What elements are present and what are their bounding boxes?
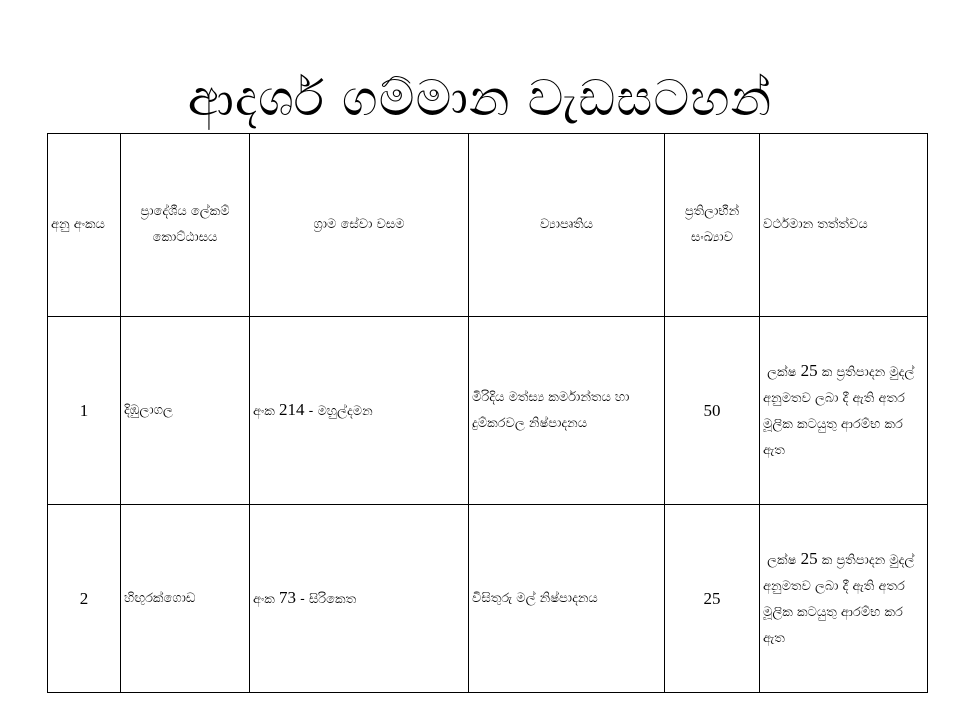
cell-project: විසිතුරු මල් නිෂ්පාදනය — [469, 505, 665, 693]
projects-table — [47, 133, 928, 693]
status-text: ක ප්‍රතිපාදන මුදල් අනුමතව ලබා දී ඇති අතර මූලික කටයුතු ආරම්භ කර ඇත — [763, 364, 915, 458]
gn-number: 73 — [279, 587, 296, 607]
cell-grama-niladhari-division — [250, 317, 469, 505]
header-project: ව්‍යාපෘතිය — [469, 134, 665, 317]
status-amount: 25 — [800, 548, 818, 568]
cell-serial-number: 2 — [48, 505, 121, 693]
gn-prefix: අංක — [253, 591, 279, 607]
header-current-status: වර්ථමාන තත්ත්වය — [760, 134, 928, 317]
cell-project: මිරිදිය මත්ස්‍ය කර්මාන්තය හා දුම්කරවල නිෂ්පාදනය — [469, 317, 665, 505]
status-prefix: ලක්ෂ — [767, 364, 801, 380]
gn-name: - සිරිකෙත — [296, 591, 357, 607]
cell-serial-number: 1 — [48, 317, 121, 505]
gn-number: 214 — [279, 399, 305, 419]
cell-grama-niladhari-division — [250, 505, 469, 693]
header-beneficiaries: ප්‍රතිලාභීන් සංඛ්‍යාව — [665, 134, 760, 317]
cell-beneficiaries: 50 — [665, 317, 760, 505]
gn-name: - මහුල්දමන — [304, 403, 373, 419]
status-prefix: ලක්ෂ — [767, 552, 801, 568]
page-title: ආදර්ශ ගම්මාන වැඩසටහන් — [187, 69, 773, 127]
header-grama-niladhari-division: ග්‍රාම සේවා වසම — [250, 134, 469, 317]
table-header-row — [48, 134, 928, 317]
header-serial-number: අනු අංකය — [48, 134, 121, 317]
cell-beneficiaries: 25 — [665, 505, 760, 693]
cell-divisional-secretariat: දිඹුලාගල — [121, 317, 250, 505]
cell-current-status — [760, 505, 928, 693]
status-amount: 25 — [800, 360, 818, 380]
table-row — [48, 317, 928, 505]
cell-current-status — [760, 317, 928, 505]
cell-divisional-secretariat: හිඟුරක්ගොඩ — [121, 505, 250, 693]
gn-prefix: අංක — [253, 403, 279, 419]
status-text: ක ප්‍රතිපාදන මුදල් අනුමතව ලබා දී ඇති අතර මූලික කටයුතු ආරම්භ කර ඇත — [763, 552, 915, 646]
header-divisional-secretariat: ප්‍රාදේශීය ලේකම් කොට්ඨාසය — [121, 134, 250, 317]
table-row — [48, 505, 928, 693]
